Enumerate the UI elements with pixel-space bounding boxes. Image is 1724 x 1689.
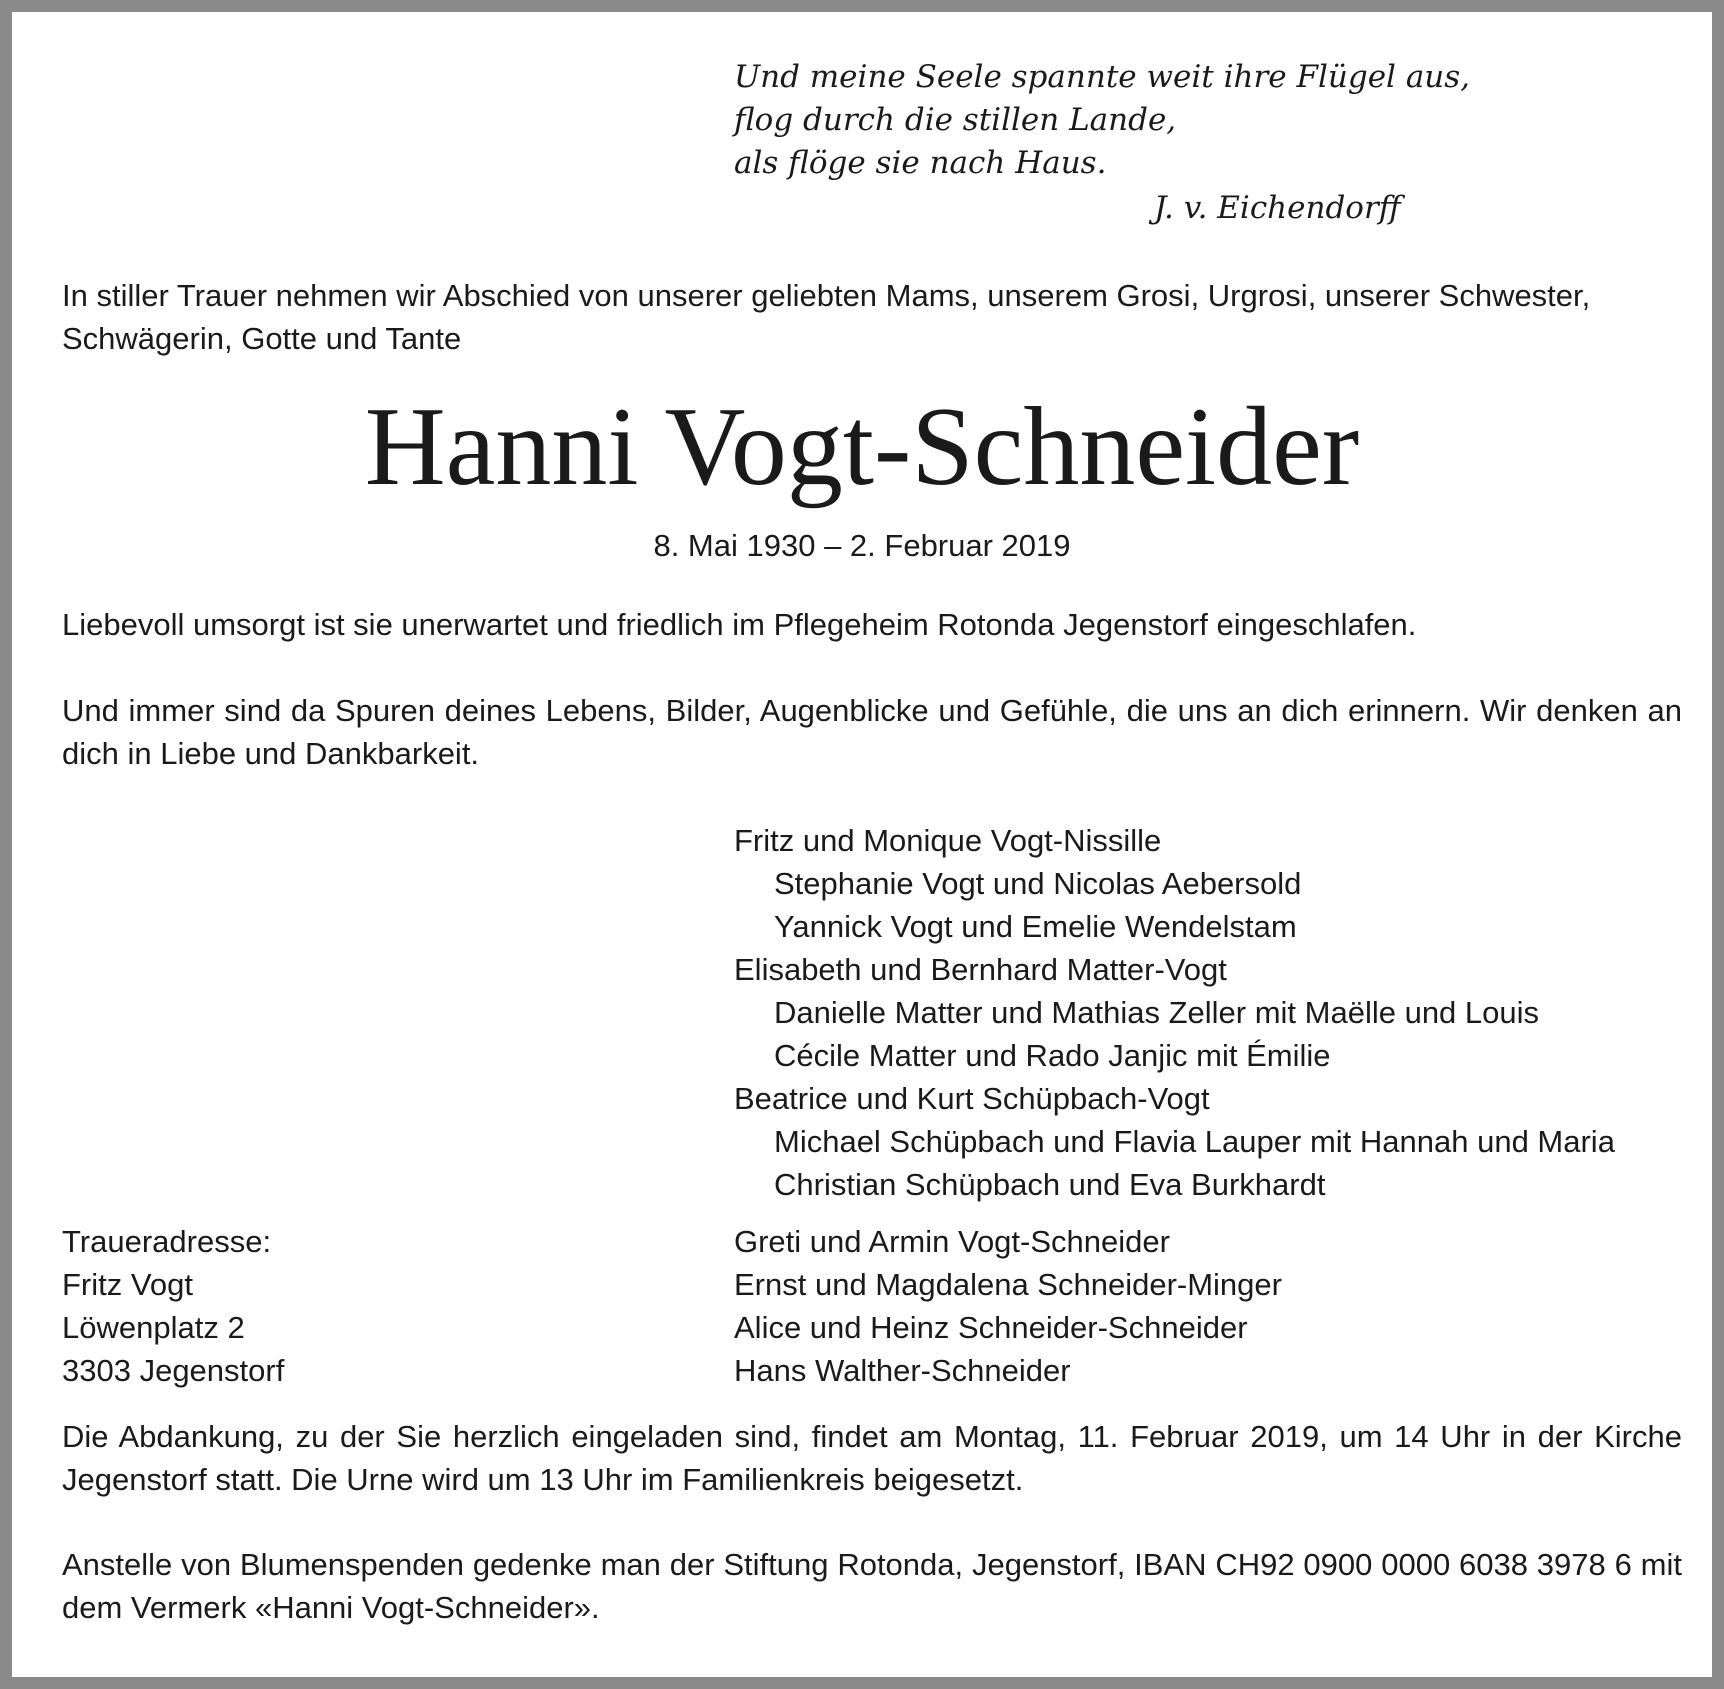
address-city: 3303 Jegenstorf [62,1353,285,1388]
mourning-address [62,1220,284,1392]
relative: Greti und Armin Vogt-Schneider [734,1224,1170,1259]
donation-notice: Anstelle von Blumenspenden gedenke man der Stiftung Rotonda, Jegenstorf, IBAN CH92 0900 0000 6038 3978 6 mit dem Vermerk «Hanni Vogt-Schneider». [62,1547,1682,1625]
poem-line: Und meine Seele spannte weit ihre Flügel aus, [734,59,1471,95]
poem [734,56,1470,230]
family-member: Christian Schüpbach und Eva Burkhardt [774,1167,1326,1202]
family-member: Michael Schüpbach und Flavia Lauper mit Hannah und Maria [774,1124,1615,1159]
life-dates: 8. Mai 1930 – 2. Februar 2019 [653,528,1071,563]
family-member: Stephanie Vogt und Nicolas Aebersold [774,866,1302,901]
paragraph-remembrance: Und immer sind da Spuren deines Lebens, Bilder, Augenblicke und Gefühle, die uns an dich erinnern. Wir denken an dich in Liebe und Dankbarkeit. [62,693,1682,771]
family-member: Elisabeth und Bernhard Matter-Vogt [734,952,1227,987]
address-name: Fritz Vogt [62,1267,193,1302]
address-label: Traueradresse: [62,1224,272,1259]
relative: Ernst und Magdalena Schneider-Minger [734,1267,1282,1302]
relative: Hans Walther-Schneider [734,1353,1071,1388]
intro-text: In stiller Trauer nehmen wir Abschied von unserer geliebten Mams, unserem Grosi, Urgrosi, unserer Schwester, Schwägerin, Gotte und Tante [62,278,1591,356]
address-street: Löwenplatz 2 [62,1310,245,1345]
family-list [734,819,1615,1206]
poem-author: J. v. Eichendorff [1154,190,1401,226]
obituary-page [12,12,1712,1677]
poem-line: als flöge sie nach Haus. [734,145,1107,181]
ceremony-notice: Die Abdankung, zu der Sie herzlich eingeladen sind, findet am Montag, 11. Februar 2019, um 14 Uhr in der Kirche Jegenstorf statt. Die Urne wird um 13 Uhr im Familienkreis beigesetzt. [62,1419,1682,1497]
family-member: Cécile Matter und Rado Janjic mit Émilie [774,1038,1331,1073]
family-member: Yannick Vogt und Emelie Wendelstam [774,909,1297,944]
paragraph-passing: Liebevoll umsorgt ist sie unerwartet und friedlich im Pflegeheim Rotonda Jegenstorf eingeschlafen. [62,607,1417,642]
family-member: Danielle Matter und Mathias Zeller mit Maëlle und Louis [774,995,1540,1030]
family-member: Fritz und Monique Vogt-Nissille [734,823,1162,858]
relative: Alice und Heinz Schneider-Schneider [734,1310,1248,1345]
family-member: Beatrice und Kurt Schüpbach-Vogt [734,1081,1210,1116]
deceased-name: Hanni Vogt-Schneider [364,385,1360,509]
poem-line: flog durch die stillen Lande, [734,102,1177,138]
relatives-list [734,1220,1282,1392]
